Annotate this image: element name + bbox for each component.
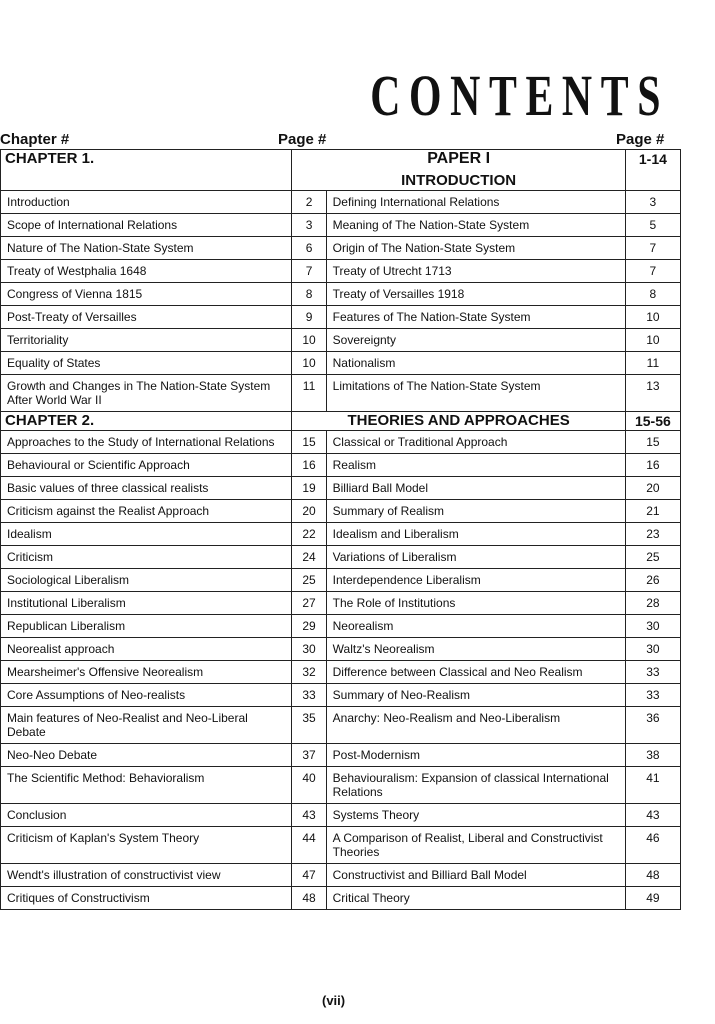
chapter-page-range: 15-56 (625, 412, 680, 431)
page-right: 5 (625, 214, 680, 237)
page-right: 15 (625, 431, 680, 454)
page-right: 33 (625, 661, 680, 684)
page-left: 30 (292, 638, 326, 661)
table-row (1, 707, 681, 744)
page-left: 32 (292, 661, 326, 684)
page-right: 20 (625, 477, 680, 500)
topic-left: Post-Treaty of Versailles (1, 306, 292, 329)
chapter-label: CHAPTER 1. (1, 150, 292, 191)
page-left: 2 (292, 191, 326, 214)
topic-left: Sociological Liberalism (1, 569, 292, 592)
chapter-title: INTRODUCTION (401, 172, 517, 189)
page-left: 3 (292, 214, 326, 237)
page-number-footer: (vii) (322, 993, 346, 1008)
page-left: 43 (292, 804, 326, 827)
page-right: 13 (625, 375, 680, 412)
chapter-label: CHAPTER 2. (1, 412, 292, 431)
topic-left: Treaty of Westphalia 1648 (1, 260, 292, 283)
table-row (1, 661, 681, 684)
topic-left: Behavioural or Scientific Approach (1, 454, 292, 477)
page-left: 37 (292, 744, 326, 767)
topic-right: Treaty of Versailles 1918 (326, 283, 625, 306)
topic-left: Territoriality (1, 329, 292, 352)
page-right: 3 (625, 191, 680, 214)
page-right: 23 (625, 523, 680, 546)
topic-right: Defining International Relations (326, 191, 625, 214)
table-row (1, 827, 681, 864)
topic-right: Classical or Traditional Approach (326, 431, 625, 454)
chapter-page-range: 1-14 (625, 150, 680, 191)
page-left: 29 (292, 615, 326, 638)
table-row (1, 500, 681, 523)
table-row (1, 523, 681, 546)
topic-left: Main features of Neo-Realist and Neo-Liberal Debate (1, 707, 292, 744)
table-row (1, 638, 681, 661)
topic-left: Neo-Neo Debate (1, 744, 292, 767)
topic-right: Limitations of The Nation-State System (326, 375, 625, 412)
page-right: 7 (625, 237, 680, 260)
page-right: 33 (625, 684, 680, 707)
table-row (1, 569, 681, 592)
page-right: 21 (625, 500, 680, 523)
topic-left: Congress of Vienna 1815 (1, 283, 292, 306)
topic-left: Wendt's illustration of constructivist view (1, 864, 292, 887)
topic-right: Post-Modernism (326, 744, 625, 767)
topic-left: Equality of States (1, 352, 292, 375)
page-right: 46 (625, 827, 680, 864)
page-right: 8 (625, 283, 680, 306)
page-right: 30 (625, 615, 680, 638)
topic-left: Nature of The Nation-State System (1, 237, 292, 260)
table-row (1, 615, 681, 638)
page-right: 41 (625, 767, 680, 804)
topic-left: Mearsheimer's Offensive Neorealism (1, 661, 292, 684)
topic-right: Features of The Nation-State System (326, 306, 625, 329)
page-left: 48 (292, 887, 326, 910)
topic-right: The Role of Institutions (326, 592, 625, 615)
topic-right: Difference between Classical and Neo Realism (326, 661, 625, 684)
page-left: 40 (292, 767, 326, 804)
page-left: 25 (292, 569, 326, 592)
page-left: 24 (292, 546, 326, 569)
page-column-header-left: Page # (278, 131, 327, 148)
topic-left: Introduction (1, 191, 292, 214)
table-row (1, 329, 681, 352)
topic-left: Scope of International Relations (1, 214, 292, 237)
topic-left: Core Assumptions of Neo-realists (1, 684, 292, 707)
table-row (1, 375, 681, 412)
page-right: 36 (625, 707, 680, 744)
table-row (1, 887, 681, 910)
chapter-header-row (1, 412, 681, 431)
topic-right: Interdependence Liberalism (326, 569, 625, 592)
page-left: 44 (292, 827, 326, 864)
page-right: 25 (625, 546, 680, 569)
topic-left: Criticism (1, 546, 292, 569)
topic-right: Sovereignty (326, 329, 625, 352)
topic-left: Criticism against the Realist Approach (1, 500, 292, 523)
page-left: 7 (292, 260, 326, 283)
topic-left: The Scientific Method: Behavioralism (1, 767, 292, 804)
page-left: 11 (292, 375, 326, 412)
table-row (1, 260, 681, 283)
topic-left: Criticism of Kaplan's System Theory (1, 827, 292, 864)
table-row (1, 804, 681, 827)
page-column-header-right: Page # (616, 131, 665, 148)
chapter-column-header: Chapter # (0, 131, 70, 148)
table-row (1, 191, 681, 214)
page-right: 10 (625, 329, 680, 352)
page-left: 6 (292, 237, 326, 260)
chapter-header-row (1, 150, 681, 191)
topic-right: Behaviouralism: Expansion of classical International Relations (326, 767, 625, 804)
page-left: 35 (292, 707, 326, 744)
page-left: 8 (292, 283, 326, 306)
topic-left: Growth and Changes in The Nation-State System After World War II (1, 375, 292, 412)
page-right: 7 (625, 260, 680, 283)
page-right: 11 (625, 352, 680, 375)
topic-right: Summary of Neo-Realism (326, 684, 625, 707)
topic-left: Idealism (1, 523, 292, 546)
table-row (1, 214, 681, 237)
table-row (1, 283, 681, 306)
topic-right: Critical Theory (326, 887, 625, 910)
page-left: 10 (292, 329, 326, 352)
topic-left: Critiques of Constructivism (1, 887, 292, 910)
page-left: 27 (292, 592, 326, 615)
topic-right: Nationalism (326, 352, 625, 375)
topic-right: Origin of The Nation-State System (326, 237, 625, 260)
table-row (1, 684, 681, 707)
page-right: 30 (625, 638, 680, 661)
topic-left: Neorealist approach (1, 638, 292, 661)
topic-right: Neorealism (326, 615, 625, 638)
page-left: 15 (292, 431, 326, 454)
page-left: 10 (292, 352, 326, 375)
page-right: 48 (625, 864, 680, 887)
page-right: 10 (625, 306, 680, 329)
topic-right: Systems Theory (326, 804, 625, 827)
page-left: 9 (292, 306, 326, 329)
topic-right: Constructivist and Billiard Ball Model (326, 864, 625, 887)
page-left: 33 (292, 684, 326, 707)
topic-right: Meaning of The Nation-State System (326, 214, 625, 237)
page-left: 16 (292, 454, 326, 477)
topic-left: Institutional Liberalism (1, 592, 292, 615)
topic-right: A Comparison of Realist, Liberal and Constructivist Theories (326, 827, 625, 864)
table-row (1, 454, 681, 477)
topic-right: Summary of Realism (326, 500, 625, 523)
contents-table (0, 149, 681, 910)
topic-right: Treaty of Utrecht 1713 (326, 260, 625, 283)
table-row (1, 237, 681, 260)
chapter-title-cell (292, 150, 625, 191)
page-left: 47 (292, 864, 326, 887)
page-right: 43 (625, 804, 680, 827)
page-right: 38 (625, 744, 680, 767)
chapter-title-cell: THEORIES AND APPROACHES (292, 412, 625, 431)
page-title: CONTENTS (370, 63, 669, 128)
table-row (1, 546, 681, 569)
page-right: 16 (625, 454, 680, 477)
topic-right: Waltz's Neorealism (326, 638, 625, 661)
topic-right: Idealism and Liberalism (326, 523, 625, 546)
topic-left: Basic values of three classical realists (1, 477, 292, 500)
page-right: 28 (625, 592, 680, 615)
table-row (1, 592, 681, 615)
topic-left: Approaches to the Study of International Relations (1, 431, 292, 454)
topic-left: Republican Liberalism (1, 615, 292, 638)
table-row (1, 744, 681, 767)
topic-right: Variations of Liberalism (326, 546, 625, 569)
table-row (1, 477, 681, 500)
table-row (1, 352, 681, 375)
page-left: 20 (292, 500, 326, 523)
page-right: 49 (625, 887, 680, 910)
paper-title: PAPER I (427, 150, 491, 167)
page-right: 26 (625, 569, 680, 592)
page-left: 19 (292, 477, 326, 500)
table-row (1, 864, 681, 887)
table-row (1, 306, 681, 329)
table-row (1, 767, 681, 804)
topic-right: Anarchy: Neo-Realism and Neo-Liberalism (326, 707, 625, 744)
topic-right: Realism (326, 454, 625, 477)
topic-left: Conclusion (1, 804, 292, 827)
table-row (1, 431, 681, 454)
page-left: 22 (292, 523, 326, 546)
topic-right: Billiard Ball Model (326, 477, 625, 500)
